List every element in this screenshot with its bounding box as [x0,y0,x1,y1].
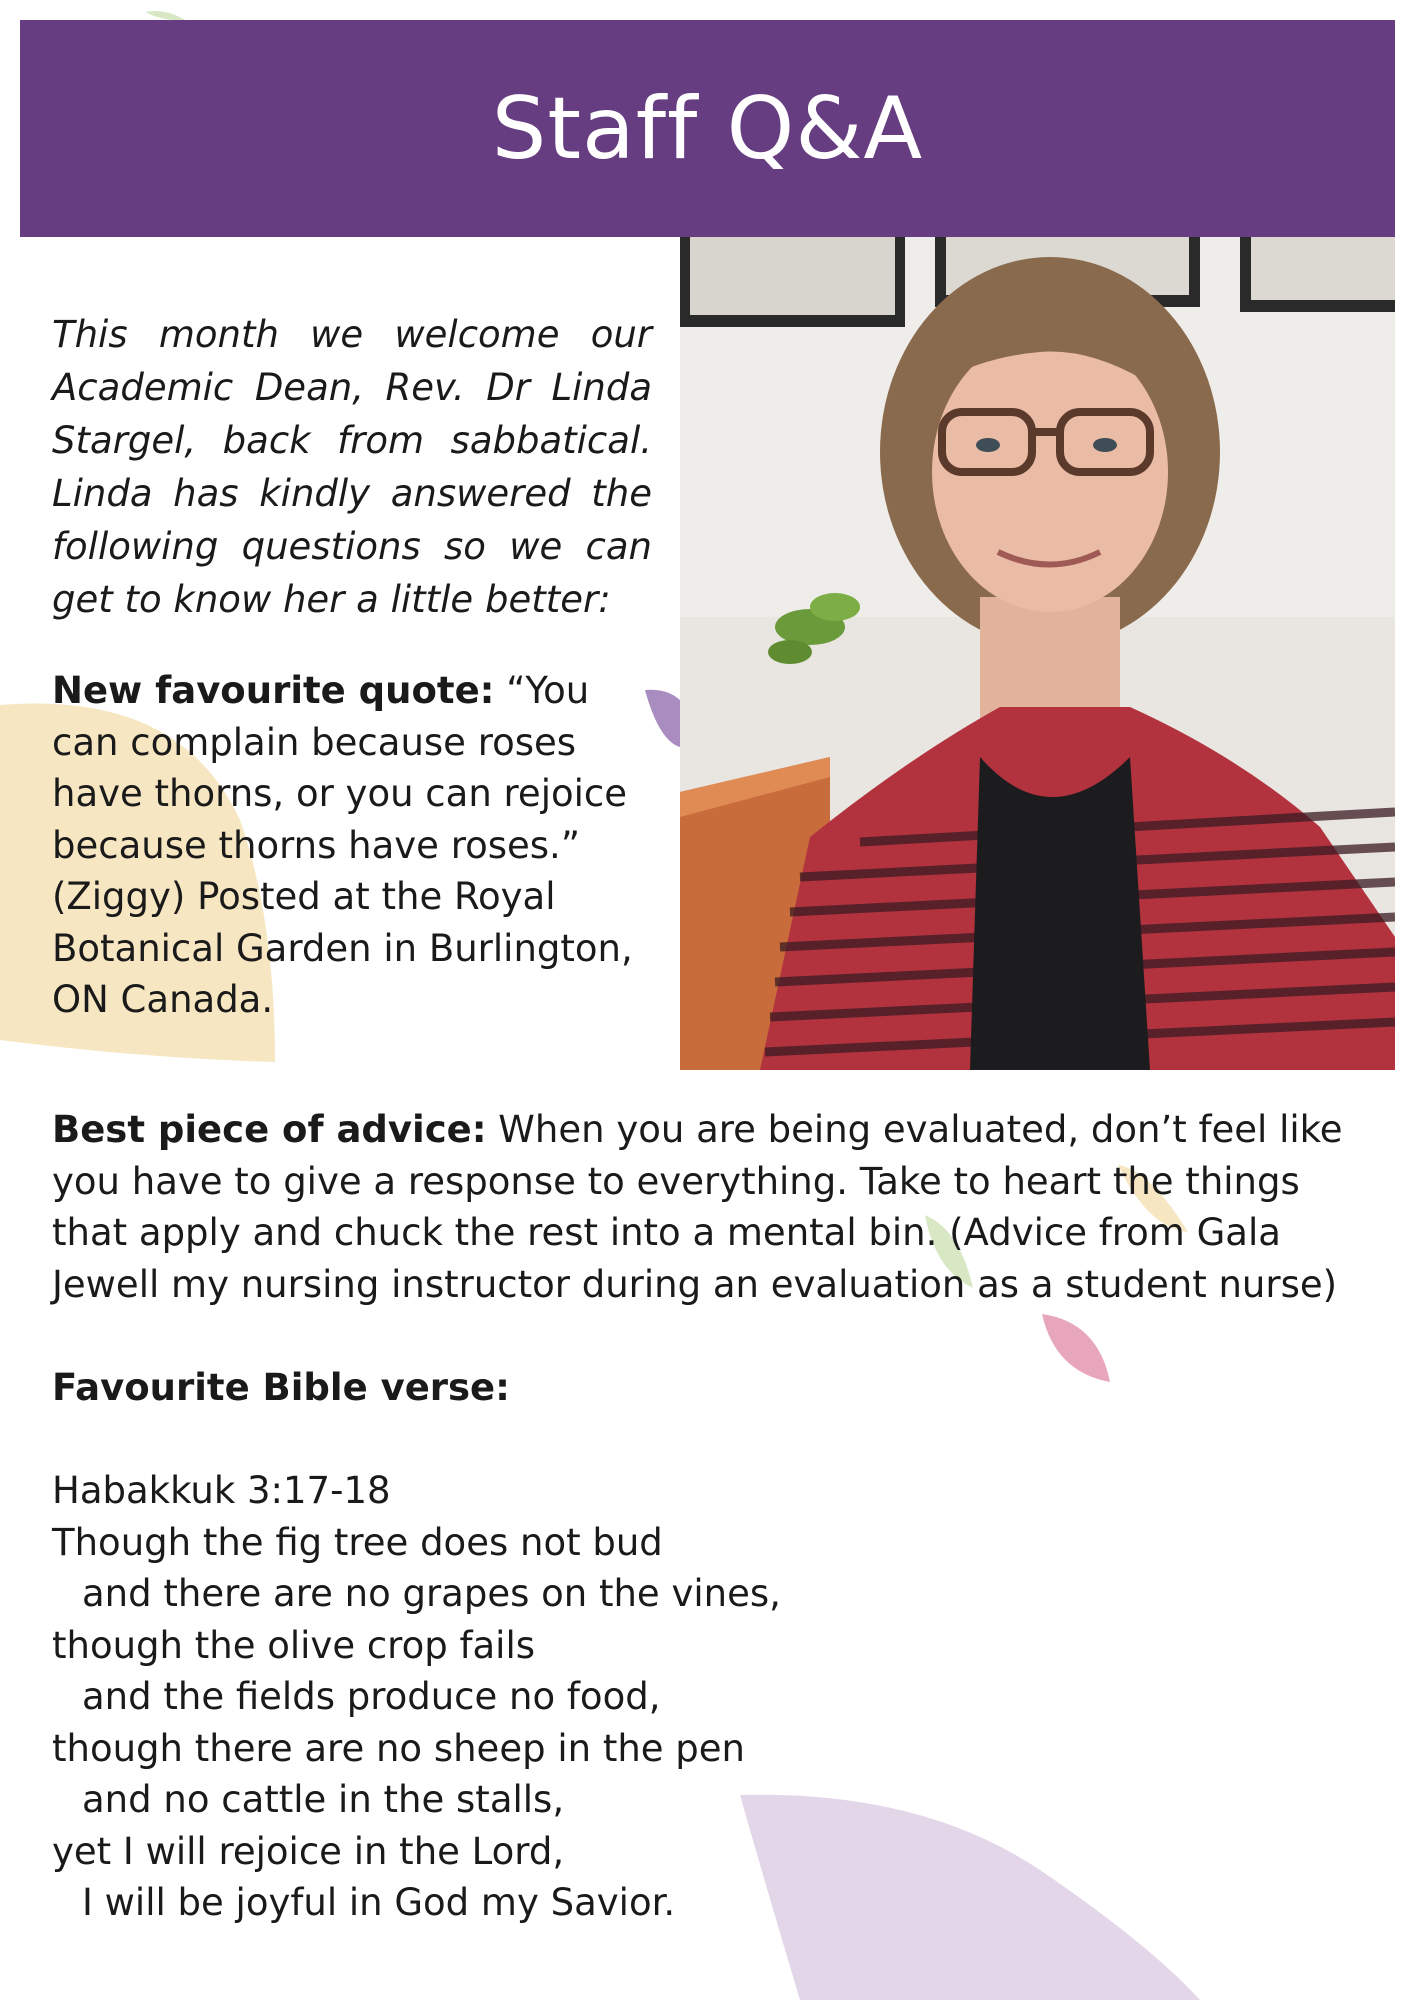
advice-section [52,1104,1372,1310]
verse-line: and the fields produce no food, [82,1675,661,1718]
favourite-quote-label: New favourite quote: [52,669,495,712]
bible-verse-label: Favourite Bible verse: [52,1366,510,1409]
verse-line: though the olive crop fails [52,1623,536,1667]
leaf-pink-small [1042,1314,1110,1382]
page-header [20,20,1395,237]
intro-paragraph: This month we welcome our Academic Dean, Rev. Dr Linda Stargel, back from sabbatical. Linda has kindly answered the following questions so we can get to know her a little better: [52,313,652,621]
page-title: Staff Q&A [491,78,924,179]
verse-line: and no cattle in the stalls, [82,1778,565,1821]
verse-line: and there are no grapes on the vines, [82,1572,781,1615]
verse-line: yet I will rejoice in the Lord, [52,1829,565,1873]
favourite-quote-section [52,665,652,1026]
verse-line: though there are no sheep in the pen [52,1726,746,1770]
advice-label: Best piece of advice: [52,1108,487,1151]
verse-reference: Habakkuk 3:17-18 [52,1469,391,1512]
bible-verse [52,1465,952,1929]
portrait-photo [680,237,1395,1070]
verse-line: I will be joyful in God my Savior. [82,1881,676,1924]
leaf-green-top [145,11,185,20]
verse-line: Though the fig tree does not bud [52,1520,663,1564]
advice-text: When you are being evaluated, don’t feel like you have to give a response to everything. Take to heart the things that apply and chuck the rest into a mental bin. (Advice from Gala Jewell my nursing instructor during an evaluation as a student nurse) [52,1108,1343,1306]
favourite-quote-text: “You can complain because roses have thorns, or you can rejoice because thorns have roses.” (Ziggy) Posted at the Royal Botanical Garden in Burlington, ON Canada. [52,669,633,1021]
